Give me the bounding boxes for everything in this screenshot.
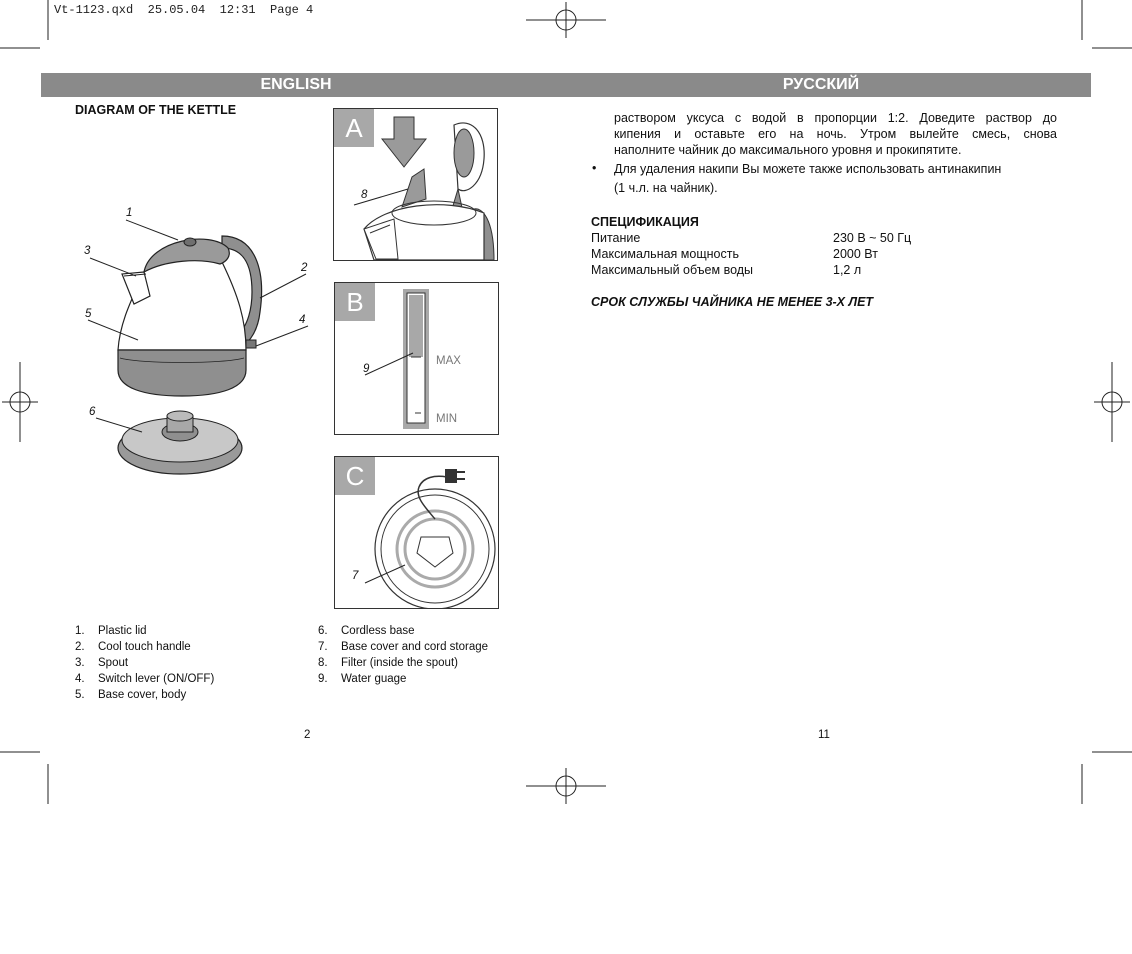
gauge-max-label: MAX <box>436 355 461 367</box>
list-item: 2. Cool touch handle <box>75 641 191 653</box>
filter-illustration <box>334 109 497 260</box>
print-slug: Vt-1123.qxd 25.05.04 12:31 Page 4 <box>54 3 314 17</box>
table-row: Максимальный объем воды 1,2 л <box>591 263 862 277</box>
callout-2: 2 <box>301 262 308 274</box>
diagram-title: DIAGRAM OF THE KETTLE <box>75 103 237 117</box>
panel-b-letter: B <box>335 283 375 321</box>
table-row: Питание 230 В ~ 50 Гц <box>591 231 912 245</box>
parts-list-right <box>318 623 488 687</box>
panel-a <box>333 108 498 261</box>
bullet-text: Для удаления накипи Вы можете также использовать антинакипин (1 ч.л. на чайник). <box>614 162 1002 195</box>
callout-1: 1 <box>126 207 133 219</box>
callout-5: 5 <box>85 308 92 320</box>
callout-8: 8 <box>361 189 368 201</box>
list-item: 9. Water guage <box>318 673 407 685</box>
kettle-body <box>118 257 246 350</box>
russian-header: РУССКИЙ <box>551 73 1091 97</box>
kettle-base-band <box>118 350 246 396</box>
list-item: 5. Base cover, body <box>75 689 187 701</box>
list-item: 6. Cordless base <box>318 625 415 637</box>
list-item: 4. Switch lever (ON/OFF) <box>75 673 215 685</box>
callout-7: 7 <box>352 570 359 582</box>
panel-c-letter: C <box>335 457 375 495</box>
cord-storage-illustration <box>335 457 498 608</box>
page-number-right: 11 <box>818 729 830 741</box>
list-item: 8. Filter (inside the spout) <box>318 657 458 669</box>
parts-list-left <box>75 623 214 703</box>
list-item: 7. Base cover and cord storage <box>318 641 489 653</box>
table-row: Максимальная мощность 2000 Вт <box>591 247 878 261</box>
callout-3: 3 <box>84 245 91 257</box>
english-header: ENGLISH <box>41 73 551 97</box>
panel-b <box>334 282 499 435</box>
descaling-paragraph: раствором уксуса с водой в пропорции 1:2. Доведите раствор до кипения и оставьте его на ночь. Утром вылейте смесь, снова наполните чайник до максимального уровня и прокипятите. <box>614 111 1057 157</box>
list-item: 1. Plastic lid <box>75 625 147 637</box>
page-number-left: 2 <box>304 729 311 741</box>
service-life-note: СРОК СЛУЖБЫ ЧАЙНИКА НЕ МЕНЕЕ 3-Х ЛЕТ <box>591 295 874 309</box>
spec-table <box>591 231 991 279</box>
list-item: 3. Spout <box>75 657 129 669</box>
callout-9: 9 <box>363 363 370 375</box>
kettle-switch <box>246 340 256 348</box>
callout-6: 6 <box>89 406 96 418</box>
gauge-min-label: MIN <box>436 413 458 425</box>
spec-title: СПЕЦИФИКАЦИЯ <box>591 215 699 229</box>
panel-c <box>334 456 499 609</box>
panel-a-letter: A <box>334 109 374 147</box>
callout-4: 4 <box>299 314 306 326</box>
water-gauge-illustration <box>335 283 498 434</box>
cordless-base <box>118 411 242 474</box>
bullet-marker: • <box>592 161 597 175</box>
